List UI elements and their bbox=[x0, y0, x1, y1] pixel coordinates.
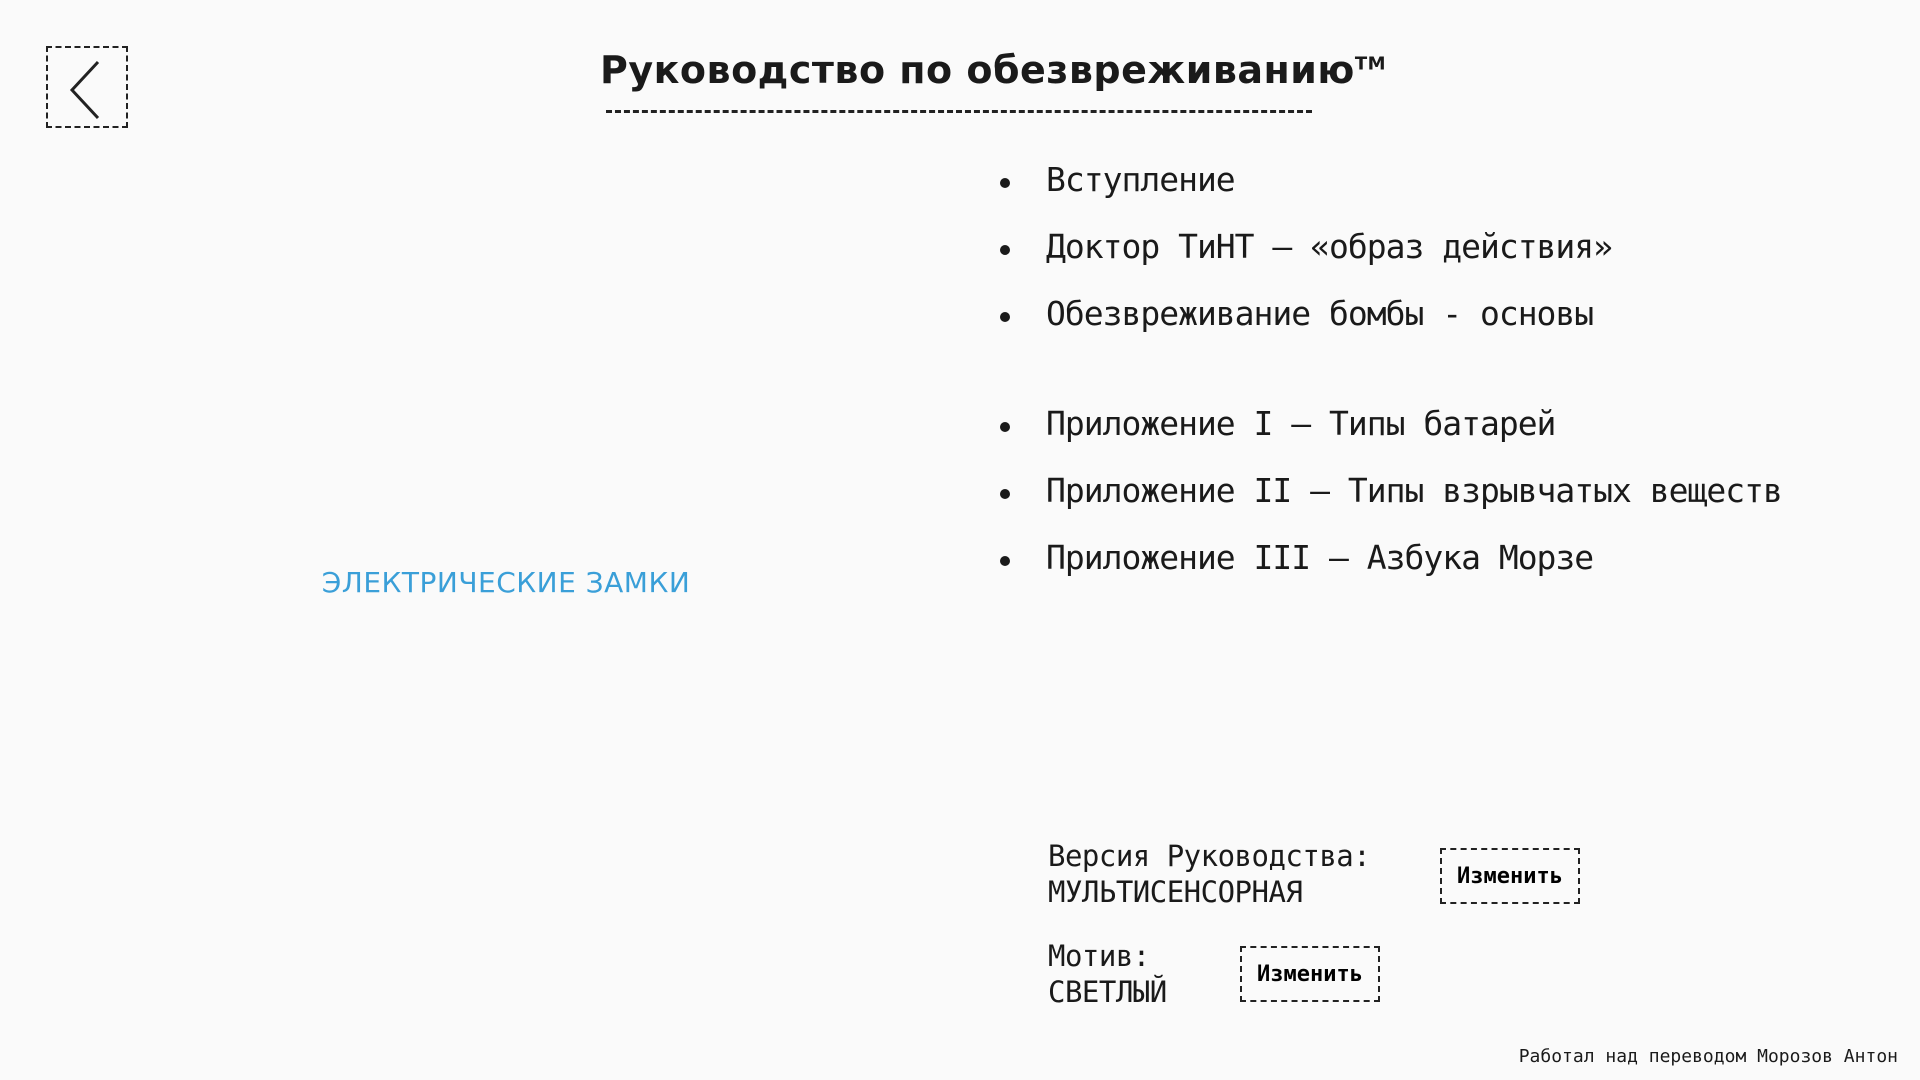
trademark: TM bbox=[1354, 53, 1387, 75]
version-setting bbox=[1048, 838, 1370, 910]
bullet bbox=[1000, 422, 1010, 432]
change-theme-button[interactable]: Изменить bbox=[1240, 946, 1380, 1002]
theme-value: СВЕТЛЫЙ bbox=[1048, 975, 1167, 1009]
theme-label: Мотив: bbox=[1048, 939, 1150, 973]
change-version-button[interactable]: Изменить bbox=[1440, 848, 1580, 904]
bullet bbox=[1000, 312, 1010, 322]
back-button[interactable] bbox=[46, 46, 128, 128]
page-title bbox=[600, 48, 1386, 92]
version-label: Версия Руководства: bbox=[1048, 839, 1371, 873]
title-underline bbox=[606, 110, 1312, 113]
bullet bbox=[1000, 245, 1010, 255]
theme-setting bbox=[1048, 938, 1167, 1010]
bullet bbox=[1000, 489, 1010, 499]
chevron-left-icon bbox=[48, 48, 128, 128]
title-text: Руководство по обезвреживанию bbox=[600, 48, 1355, 92]
bullet bbox=[1000, 178, 1010, 188]
selected-module-label: ЭЛЕКТРИЧЕСКИЕ ЗАМКИ bbox=[321, 566, 691, 599]
translator-credit: Работал над переводом Морозов Антон bbox=[1518, 1046, 1898, 1067]
bullet bbox=[1000, 556, 1010, 566]
version-value: МУЛЬТИСЕНСОРНАЯ bbox=[1048, 875, 1303, 909]
